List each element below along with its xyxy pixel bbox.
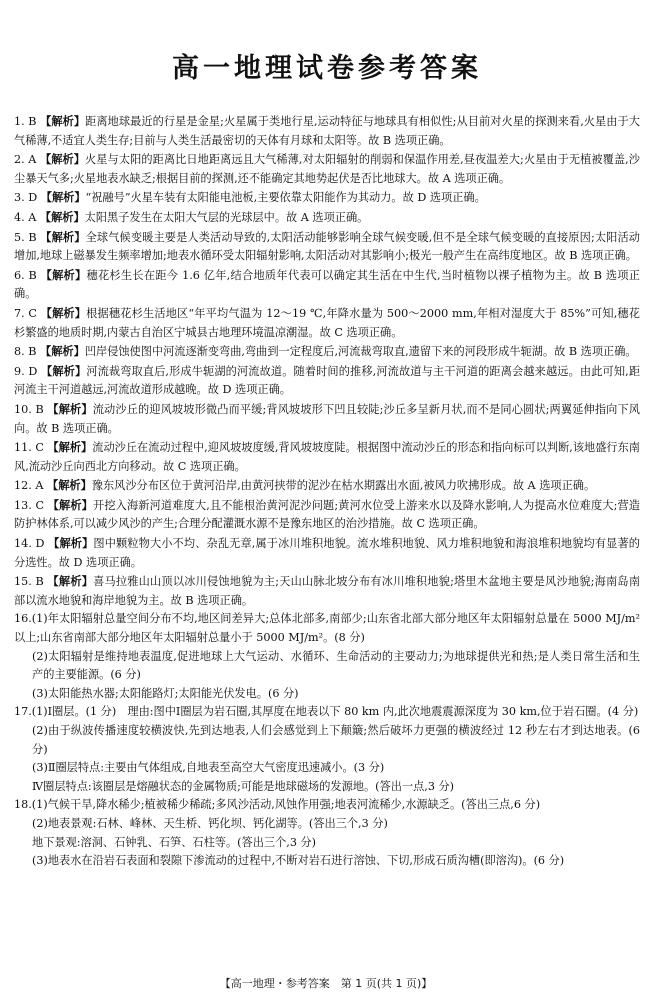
answer-text: Ⅳ圈层特点:该圈层是熔融状态的金属物质;可能是地球磁场的发源地。(答出一点,3 分) bbox=[32, 779, 455, 793]
answer-item bbox=[14, 400, 640, 438]
analysis-text: 图中颗粒物大小不均、杂乱无章,属于冰川堆积地貌。流水堆积地貌、风力堆积地貌和海浪堆积地貌均有显著的分选性。故 D 选项正确。 bbox=[14, 537, 640, 569]
answer-item bbox=[14, 342, 640, 362]
answer-number: 8. B bbox=[14, 345, 37, 359]
answer-text: (2)由于纵波传播速度较横波快,先到达地表,人们会感觉到上下颠簸;然后破坏力更强的横波经过 12 秒左右才到达地表。(6 分) bbox=[32, 724, 640, 756]
answer-line bbox=[14, 796, 640, 815]
analysis-text: 河流裁弯取直后,形成牛轭湖的河流故道。随着时间的推移,河流故道与主干河道的距离会越来越远。由此可知,距河流主干河道越远,河流故道形成越晚。故 D 选项正确。 bbox=[14, 364, 641, 397]
answer-text: 地下景观:溶洞、石钟乳、石笋、石柱等。(答出三个,3 分) bbox=[32, 835, 317, 849]
analysis-tag: 【解析】 bbox=[40, 114, 86, 128]
answer-number: 9. D bbox=[14, 364, 38, 378]
answer-line bbox=[14, 815, 640, 834]
analysis-tag: 【解析】 bbox=[40, 229, 86, 244]
analysis-tag: 【解析】 bbox=[47, 497, 94, 512]
answer-number: 11. C bbox=[14, 441, 44, 455]
answer-text: (1)年太阳辐射总量空间分布不均,地区间差异大;总体北部多,南部少;山东省北部大部分地区年太阳辐射总量在 5000 MJ/m² 以上;山东省南部大部分地区年太阳辐射总量小于 5000 MJ/m²。(8 分) bbox=[14, 612, 640, 645]
analysis-text: 火星与太阳的距离比日地距离远且大气稀薄,对太阳辐射的削弱和保温作用差,昼夜温差大;火星由于无植被覆盖,沙尘暴天气多;火星地表水缺乏;根据目前的探测,还不能确定其地势起伏是否比地球大。故 A 选项正确。 bbox=[14, 153, 640, 185]
answer-line bbox=[14, 852, 640, 871]
answer-item bbox=[14, 208, 640, 228]
answer-line bbox=[14, 759, 640, 778]
answer-number: 18. bbox=[14, 798, 32, 812]
analysis-tag: 【解析】 bbox=[47, 574, 94, 589]
answer-item bbox=[14, 496, 640, 534]
answer-number: 13. C bbox=[14, 498, 45, 512]
answer-item bbox=[14, 572, 640, 610]
analysis-tag: 【解析】 bbox=[40, 344, 85, 359]
answer-item bbox=[14, 188, 640, 208]
answer-number: 17. bbox=[14, 705, 32, 719]
answer-item bbox=[14, 476, 640, 496]
answer-line bbox=[14, 610, 640, 647]
answer-text: (2)地表景观:石林、峰林、天生桥、钙化坝、钙化湖等。(答出三个,3 分) bbox=[32, 816, 388, 830]
answer-line bbox=[14, 834, 640, 853]
analysis-tag: 【解析】 bbox=[39, 209, 85, 224]
analysis-tag: 【解析】 bbox=[40, 267, 87, 282]
answer-text: (1)气候干旱,降水稀少;植被稀少稀疏;多风沙活动,风蚀作用强;地表河流稀少,水源缺乏。(答出三点,6 分) bbox=[31, 798, 541, 812]
answer-line bbox=[14, 722, 640, 759]
answer-number: 10. B bbox=[14, 402, 44, 416]
analysis-text: 根据穗花杉生活地区“年平均气温为 12～19 ℃,年降水量为 500～2000 mm,年相对湿度大于 85%”可知,穗花杉繁盛的地质时期,内蒙古自治区宁城县古地理环境温凉潮湿。故 C 选项正确。 bbox=[14, 306, 640, 339]
analysis-tag: 【解析】 bbox=[47, 440, 93, 455]
answer-number: 14. D bbox=[14, 537, 45, 551]
answer-line bbox=[14, 685, 640, 704]
answer-number: 6. B bbox=[14, 268, 37, 282]
answer-line bbox=[14, 778, 640, 797]
answer-text: (3)太阳能热水器;太阳能路灯;太阳能光伏发电。(6 分) bbox=[32, 686, 299, 700]
analysis-text: 喜马拉雅山山顶以冰川侵蚀地貌为主;天山山脉北坡分布有冰川堆积地貌;塔里木盆地主要是风沙地貌;海南岛南部以流水地貌和海岸地貌为主。故 B 选项正确。 bbox=[14, 575, 641, 607]
answer-text: (1)Ⅰ圈层。(1 分) 理由:图中Ⅰ圈层为岩石圈,其厚度在地表以下 80 km 内,此次地震震源深度为 30 km,位于岩石圈。(4 分) bbox=[31, 705, 639, 719]
analysis-tag: 【解析】 bbox=[40, 190, 86, 205]
analysis-text: 豫东风沙分布区位于黄河沿岸,由黄河挟带的泥沙在枯水期露出水面,被风力吹拂形成。故 A 选项正确。 bbox=[91, 479, 596, 493]
multiple-choice-answers bbox=[14, 112, 640, 610]
analysis-tag: 【解析】 bbox=[40, 152, 86, 167]
analysis-text: 全球气候变暖主要是人类活动导致的,太阳活动能够影响全球气候变暖,但不是全球气候变暖的直接原因;太阳活动增加,地球上磁暴发生频率增加;地表水循环受太阳辐射影响,太阳活动对其影响小;极光一般产生在高纬度地区。故 B 选项正确。 bbox=[14, 230, 640, 263]
answer-number: 15. B bbox=[14, 575, 44, 589]
page-title: 高一地理试卷参考答案 bbox=[172, 53, 482, 84]
analysis-tag: 【解析】 bbox=[47, 401, 93, 416]
analysis-text: 开挖入海新河道难度大,且不能根治黄河泥沙问题;黄河水位受上游来水以及降水影响,人为提高水位难度大;营造防护林体系,可以减少风沙的产生;合理分配灌溉水源不是豫东地区的治沙措施。故 C 选项正确。 bbox=[14, 498, 640, 531]
analysis-text: 流动沙丘在流动过程中,迎风坡坡度缓,背风坡坡度陡。根据图中流动沙丘的形态和指向标可以判断,该地盛行东南风,流动沙丘向西北方向移动。故 C 选项正确。 bbox=[14, 441, 640, 473]
answer-number: 16. bbox=[14, 612, 32, 626]
analysis-text: 太阳黑子发生在太阳大气层的光球层中。故 A 选项正确。 bbox=[84, 210, 369, 224]
analysis-text: “祝融号”火星车装有太阳能电池板,主要依靠太阳能作为其动力。故 D 选项正确。 bbox=[85, 191, 486, 205]
answer-number: 4. A bbox=[14, 210, 37, 224]
answer-number: 2. A bbox=[14, 153, 37, 167]
answer-item bbox=[14, 438, 640, 476]
answer-text: (3)Ⅱ圈层特点:主要由气体组成,自地表至高空大气密度迅速减小。(3 分) bbox=[32, 761, 385, 775]
answer-list bbox=[14, 112, 640, 871]
answer-text: (2)太阳辐射是维持地表温度,促进地球上大气运动、水循环、生命活动的主要动力;为地球提供光和热;是人类日常生活和生产的主要能源。(6 分) bbox=[32, 649, 640, 682]
page-footer: 【高一地理・参考答案 第 1 页(共 1 页)】 bbox=[219, 977, 433, 990]
answer-item bbox=[14, 112, 640, 150]
answer-item bbox=[14, 150, 640, 188]
answer-number: 3. D bbox=[14, 191, 38, 205]
answer-item bbox=[14, 266, 640, 304]
answer-number: 12. A bbox=[14, 479, 44, 493]
free-response-answers bbox=[14, 610, 640, 870]
answer-item bbox=[14, 362, 640, 400]
analysis-text: 凹岸侵蚀使图中河流逐渐变弯曲,弯曲到一定程度后,河流裁弯取直,遗留下来的河段形成牛轭湖。故 B 选项正确。 bbox=[84, 345, 637, 359]
answer-line bbox=[14, 703, 640, 722]
analysis-text: 流动沙丘的迎风坡坡形微凸而平缓;背风坡坡形下凹且较陡;沙丘多呈新月状,而不是同心圆状;两翼延伸指向下风向。故 B 选项正确。 bbox=[14, 402, 640, 435]
analysis-tag: 【解析】 bbox=[40, 305, 87, 320]
answer-item bbox=[14, 304, 640, 342]
analysis-tag: 【解析】 bbox=[41, 363, 87, 378]
answer-number: 1. B bbox=[14, 115, 37, 128]
analysis-tag: 【解析】 bbox=[47, 478, 92, 493]
analysis-text: 穗花杉生长在距今 1.6 亿年,结合地质年代表可以确定其生活在中生代,当时植物以裸子植物为主。故 B 选项正确。 bbox=[14, 268, 640, 301]
answer-line bbox=[14, 648, 640, 685]
answer-number: 7. C bbox=[14, 306, 37, 320]
analysis-text: 距离地球最近的行星是金星;火星属于类地行星,运动特征与地球具有相似性;从目前对火星的探测来看,火星由于大气稀薄,不适宜人类生存;目前与人类生活最密切的天体有月球和太阳等。故 B 选项正确。 bbox=[14, 115, 640, 147]
answer-item bbox=[14, 534, 640, 572]
analysis-tag: 【解析】 bbox=[48, 536, 94, 551]
answer-text: (3)地表水在沿岩石表面和裂隙下渗流动的过程中,不断对岩石进行溶蚀、下切,形成石质沟槽(即溶沟)。(6 分) bbox=[32, 854, 565, 868]
answer-item bbox=[14, 228, 640, 266]
answer-number: 5. B bbox=[14, 230, 37, 244]
